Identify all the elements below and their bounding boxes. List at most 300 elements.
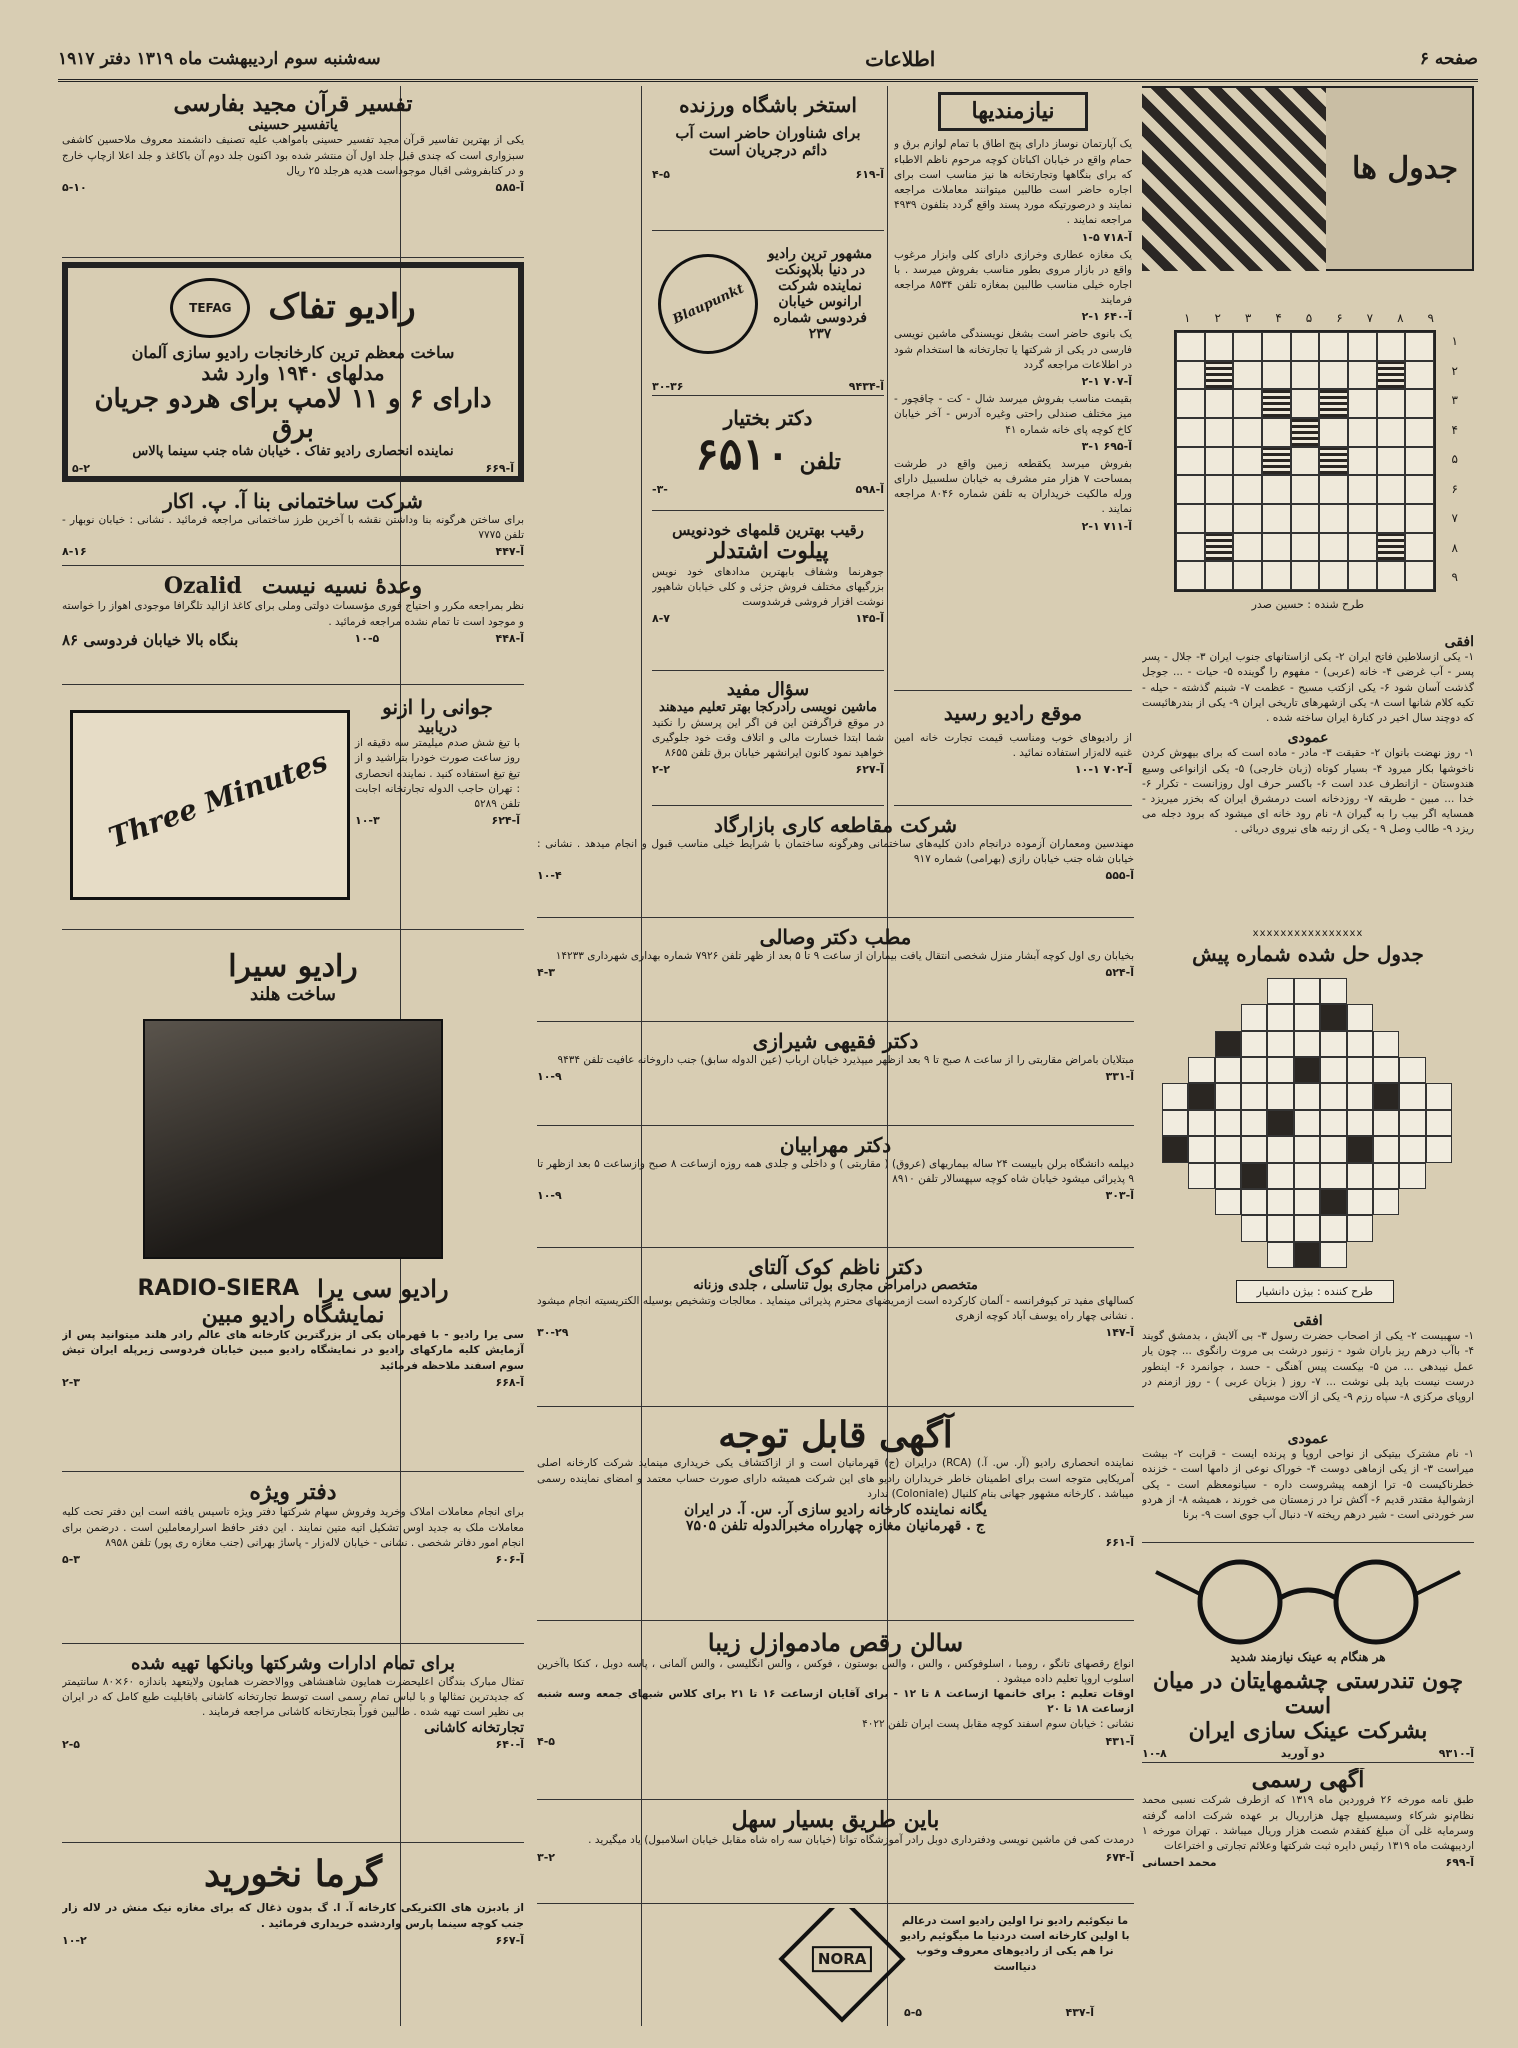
- ref-left: ۵-۲: [72, 462, 90, 476]
- newspaper-page: [58, 38, 1478, 2028]
- grid-cell: [1176, 389, 1205, 418]
- question-body: در موقع فراگرفتن این فن اگر این پرسش را نکنید شما ابتدا خسارت مالی و اتلاف وقت خود جلوگیری خواهید نمود کانون ایرانشهر خیابان برق تلفن ۸۶۵۵: [652, 716, 884, 760]
- eyeglass-line4: دو آورید: [1280, 1746, 1325, 1760]
- solved-grid-cell: [1373, 1110, 1399, 1136]
- solved-grid-cell: [1373, 1136, 1399, 1162]
- three-minutes-brand: Three Minutes: [104, 744, 332, 855]
- solved-grid-cell: [1162, 1083, 1188, 1109]
- sahl-body: درمدت کمی فن ماشین نویسی ودفترداری دوبل رادر آموزشگاه توانا (خیابان سه راه شاه مقابل خیابان اسلامبول) یاد میگیرید .: [588, 1834, 1134, 1847]
- solved-grid-cell: [1241, 1031, 1267, 1057]
- solved-credit: طرح کننده : بیژن دانشیار: [1236, 1280, 1394, 1303]
- solved-grid-cell: [1267, 1110, 1293, 1136]
- ref-right: آ-۱۴۷: [1105, 1326, 1134, 1340]
- tefag-line3: دارای ۶ و ۱۱ لامپ برای هردو جریان برق: [94, 384, 492, 445]
- ref-left: ۲-۲: [652, 763, 670, 777]
- ref-right: آ-۶۴۰: [495, 1738, 524, 1752]
- ref-left: ۱۰-۴: [537, 869, 562, 883]
- grid-cell: [1262, 561, 1291, 590]
- grid-cell: [1291, 447, 1320, 476]
- ref-right: آ-۶۶۸: [495, 1375, 524, 1389]
- solved-grid-cell: [1267, 1083, 1293, 1109]
- grid-cell: [1176, 447, 1205, 476]
- classified-item-5: بفروش میرسد یکقطعه زمین واقع در طرشت بمساحت ۷ هزار متر مشرف به خیابان سلسبیل دارای ورله مالکیت خریداران به تلفن شماره ۸۰۴۶ مراجعه نمایند .: [894, 457, 1132, 516]
- ozalid-title: وعدهٔ نسیه نیست: [261, 573, 423, 599]
- kouk-ad: [537, 1252, 1134, 1407]
- puzzle-row-numbers: ۱ ۲ ۳ ۴ ۵ ۶ ۷ ۸ ۹: [1451, 334, 1458, 584]
- kouk-body: کسالهای مفید تر کیوفرانسه - آلمان کارکرده است ازمریضهای محترم پذیرائی مینماید . معالجات وتشخیص بوسیله الکتریسیته انجام میشود . نشانی چهار راه یوسف آباد کوچه ازهری: [537, 1294, 1134, 1323]
- solved-vertical: [1142, 1431, 1474, 1543]
- grid-cell: [1262, 475, 1291, 504]
- solved-grid-cell: [1188, 1083, 1214, 1109]
- grid-cell: [1291, 361, 1320, 390]
- grid-cell: [1205, 475, 1234, 504]
- solved-grid-cell: [1399, 1136, 1425, 1162]
- radio-season-title: موقع رادیو رسید: [943, 701, 1083, 725]
- ozalid-brand: Ozalid: [163, 573, 242, 599]
- ref-left: ۱۰-۸: [1142, 1746, 1167, 1760]
- grid-cell: [1291, 475, 1320, 504]
- grid-cell: [1377, 504, 1406, 533]
- solved-grid-cell: [1241, 1215, 1267, 1241]
- three-minutes-illustration: [70, 710, 350, 900]
- grid-cell: [1176, 533, 1205, 562]
- ref-left: ۴-۵: [537, 1734, 555, 1748]
- solved-grid-cell: [1241, 1163, 1267, 1189]
- mehrabian-body: دیپلمه دانشگاه برلن بابیست ۲۴ ساله بیماریهای (عروق) ( مقاربتی ) و داخلی و جلدی همه روزه ازساعت ۸ صبح وازساعت ۵ بعد ازظهر تا ۹ پذیرائی میشود خیابان شاه کوچه سپهسالار تلفن ۸۹۱۰: [537, 1158, 1134, 1186]
- solved-grid-cell: [1267, 1215, 1293, 1241]
- solved-grid-cell: [1294, 1110, 1320, 1136]
- radio-siera-line1: نمایشگاه رادیو مبین: [201, 1301, 385, 1328]
- solved-grid-cell: [1267, 1004, 1293, 1030]
- bazargar-ad: [537, 808, 1134, 918]
- masthead: [58, 38, 1478, 82]
- grid-cell: [1319, 361, 1348, 390]
- solved-grid-cell: [1267, 1057, 1293, 1083]
- quran-body: یکی از بهترین تفاسیر قرآن مجید تفسیر حسینی بامواهب علیه تصنیف دانشمند معروف ملاحسین کاشفی سبزواری است که چندی قبل جلد اول آن منتشر شده بود اکنون جلد دوم آن باکاغذ و جلد اعلا ازچاپ خارج و در کتابفروشی اقبال موجوداست هدیه هرجلد ۲۵ ریال: [62, 134, 524, 177]
- grid-cell: [1348, 447, 1377, 476]
- ref-right: آ-۶۲۷: [855, 763, 884, 777]
- grid-cell: [1291, 332, 1320, 361]
- ref-left: ۲-۳: [62, 1375, 80, 1389]
- grid-cell: [1319, 389, 1348, 418]
- col-wide: [533, 808, 1138, 2026]
- grid-cell: [1176, 504, 1205, 533]
- grid-cell: [1348, 361, 1377, 390]
- grid-cell: [1205, 332, 1234, 361]
- solved-grid-cell: [1373, 1057, 1399, 1083]
- grid-cell: [1405, 561, 1434, 590]
- ozalid-ad: [62, 570, 524, 685]
- dance-hours: اوقات تعلیم : برای خانمها ازساعت ۸ تا ۱۲ - برای آقایان ازساعت ۱۶ تا ۲۱ برای کلاس شبهای جمعه وسه شنبه ازساعت ۱۸ تا ۲۰: [537, 1688, 1134, 1716]
- official-title: آگهی رسمی: [1251, 1768, 1365, 1793]
- solved-grid-cell: [1347, 1031, 1373, 1057]
- solved-grid-cell: [1215, 1057, 1241, 1083]
- ref-left: ۴-۳: [537, 966, 555, 980]
- solved-grid-cell: [1267, 1031, 1293, 1057]
- grid-cell: [1205, 533, 1234, 562]
- ref-right: آ-۵۸۵: [495, 181, 524, 195]
- doctor-bakhtiar-ad: [652, 401, 884, 511]
- garma-title: گرما نخورید: [204, 1853, 382, 1895]
- three-minutes-subtitle: دریابید: [417, 718, 458, 736]
- ref-left: ۱۰-۹: [537, 1070, 562, 1084]
- question-ad: [652, 676, 884, 806]
- puzzle-clues: [1142, 634, 1474, 924]
- ref-left: ۱۰-۳: [355, 814, 380, 828]
- solved-grid-cell: [1347, 1189, 1373, 1215]
- grid-cell: [1262, 418, 1291, 447]
- ref-left: ۱۰-۹: [537, 1189, 562, 1203]
- solved-grid-cell: [1426, 1110, 1452, 1136]
- tefag-ad: [62, 262, 524, 482]
- vertical-label: عمودی: [1287, 730, 1329, 747]
- ref-right: آ-۴۳۱: [1105, 1734, 1134, 1748]
- shirazi-ad: [537, 1026, 1134, 1126]
- solved-grid-cell: [1399, 1083, 1425, 1109]
- solved-grid-cell: [1399, 1057, 1425, 1083]
- classified-item-1: یک آپارتمان نوساز دارای پنج اطاق با تمام لوازم برق و حمام واقع در خیابان اکباتان کوچه مرحوم ناظم الاطباء که برای بنگاهها وتجارتخانه ها نیز مناسب است برای اجاره حاضر است طالبین میتوانند معاملات مراجعه نمایند و درصورتیکه مورد پسند واقع گردد بتلفون ۴۹۳۹ مراجعه نمایند .: [894, 138, 1132, 227]
- ref-right: آ-۶۶۹: [485, 462, 514, 476]
- grid-cell: [1405, 418, 1434, 447]
- puzzle-credit: طرح شنده : حسین صدر: [1251, 598, 1364, 611]
- grid-cell: [1405, 389, 1434, 418]
- doctor-title: دکتر بختیار: [723, 406, 813, 430]
- grid-cell: [1262, 533, 1291, 562]
- nora-ad: [537, 1908, 1134, 2023]
- grid-cell: [1405, 533, 1434, 562]
- grid-cell: [1291, 389, 1320, 418]
- offices-body: تمثال مبارک بندگان اعلیحضرت همایون شاهنشاهی ووالاحضرت همایون ولایتعهد باندازه ۶۰×۸۰ سانتیمتر که جدیدترین تمثالها و با لباس تمام رسمی است توسط تجارتخانه کاشانی باقابلیت طبع کامل که در ایران بی نظیر است تهیه شده . طالبین فوراً بتجارتخانه کاشانی مراجعه فرمایند .: [62, 1675, 524, 1719]
- tefag-line4: نماینده انحصاری رادیو تفاک . خیابان شاه جنب سینما پالاس: [132, 444, 454, 460]
- grid-cell: [1233, 533, 1262, 562]
- shirazi-body: مبتلایان بامراض مقاربتی را از ساعت ۸ صبح تا ۹ بعد ازظهر میپذیرد خیابان ارباب (عین الدوله سابق) جنب داروخانه عافیت تلفن ۹۴۳۴: [557, 1054, 1134, 1066]
- solved-grid-cell: [1215, 1083, 1241, 1109]
- solved-grid-cell: [1320, 1110, 1346, 1136]
- ref-left: ۸-۷: [652, 612, 670, 626]
- nora-logo: NORA: [778, 1908, 905, 2023]
- ref: آ-۷۱۱ ۱-۲: [1081, 519, 1132, 533]
- tefag-line2: مدلهای ۱۹۴۰ وارد شد: [201, 361, 385, 386]
- binabar-title: شرکت ساختمانی بنا آ. پ. اکار: [163, 489, 423, 513]
- grid-cell: [1377, 389, 1406, 418]
- solved-grid-cell: [1426, 1136, 1452, 1162]
- solved-grid-cell: [1294, 1136, 1320, 1162]
- solved-grid-cell: [1320, 1031, 1346, 1057]
- horizontal-label: افقی: [1444, 634, 1474, 650]
- radio-season-body: از رادیوهای خوب ومناسب قیمت تجارت خانه امین غنیه لاله‌زار استفاده نمائید .: [894, 732, 1132, 760]
- solved-grid-cell: [1294, 1031, 1320, 1057]
- grid-cell: [1291, 504, 1320, 533]
- puzzle-col-numbers: ۹ ۸ ۷ ۶ ۵ ۴ ۳ ۲ ۱: [1184, 311, 1434, 325]
- solved-grid-cell: [1347, 1057, 1373, 1083]
- solved-grid-cell: [1320, 1189, 1346, 1215]
- ref-right: آ-۴۴۷: [495, 545, 524, 559]
- solved-grid-cell: [1347, 1163, 1373, 1189]
- offices-ad: [62, 1648, 524, 1843]
- daftar-title: دفتر ویژه: [249, 1479, 337, 1505]
- shirazi-title: دکتر فقیهی شیرازی: [752, 1029, 919, 1053]
- solved-grid-cell: [1294, 1215, 1320, 1241]
- offices-shop: تجارتخانه کاشانی: [424, 1720, 524, 1737]
- ref-right: آ-۶۰۶: [495, 1552, 524, 1566]
- radio-siera-ad: [62, 934, 524, 1472]
- official-body: طبق نامه مورخه ۲۶ فروردین ماه ۱۳۱۹ که ازطرف شرکت نسبی محمد نظام‌نو شرکاء وسیمسیلع چهل هزارریال بر عهده شرکت ادامه گرفته وسرمایه غلی آن مبلغ کفقدم شصت هزار وریال میباشد . تهران مورخه ۱ اردیبهشت ماه ۱۳۱۹ رئیس دایره ثبت شرکتها وعلائم تجارتی و اختراعات: [1142, 1794, 1474, 1852]
- eyeglasses-icon: [1148, 1552, 1468, 1647]
- solved-grid-cell: [1241, 1136, 1267, 1162]
- grid-cell: [1205, 561, 1234, 590]
- solved-horizontal-label: افقی: [1293, 1313, 1323, 1329]
- grid-cell: [1176, 418, 1205, 447]
- grid-cell: [1233, 332, 1262, 361]
- grid-cell: [1262, 361, 1291, 390]
- rca-line3: ج . قهرمانیان مغازه چهارراه مخبرالدوله تلفن ۷۵۰۵: [686, 1518, 985, 1535]
- ozalid-body: نظر بمراجعه مکرر و احتیاج فوری مؤسسات دولتی وملی برای کاغذ ازالید تلگرافا موجودی اهواز را خواسته و موجود است تا تمام نشده مراجعه فرمائید .: [62, 600, 524, 628]
- radio-siera-title: رادیو سیرا: [228, 949, 358, 984]
- crossword-grid: [1174, 330, 1436, 592]
- pen-ad: [652, 516, 884, 671]
- solved-grid-cell: [1373, 1189, 1399, 1215]
- grid-cell: [1405, 504, 1434, 533]
- solved-grid-cell: [1267, 1163, 1293, 1189]
- ref-right: آ-۶۶۷: [495, 1933, 524, 1947]
- grid-cell: [1262, 504, 1291, 533]
- grid-cell: [1233, 561, 1262, 590]
- ref-right: آ-۶۷۴: [1105, 1850, 1134, 1864]
- dance-body: انواع رقصهای تانگو ، رومبا ، اسلوفوکس ، والس ، والس بوستون ، فوکس ، والس انگلیسی ، والس آلمانی ، پاسه دوبل ، کنکا باآخرین اسلوب اروپا تعلیم داده میشود .: [537, 1657, 1134, 1685]
- solved-grid-cell: [1373, 1163, 1399, 1189]
- grid-cell: [1205, 504, 1234, 533]
- daftar-body: برای انجام معاملات املاک وخرید وفروش سهام شرکتها دفتر ویژه تاسیس یافته است این دفتر تحت کلیه معاملات ملک به جدید اوس تشکیل اتیه متین نمایند . این دفتر حافظ اسرارمعاملین است . درضمن برای انجام امور دفاتر شخصی . نشانی - خیابان لاله‌زار - پاساژ بهرانی (جنب مغازه ری پور) تلفن ۸۹۵۸: [62, 1506, 524, 1549]
- solved-grid-cell: [1215, 1189, 1241, 1215]
- grid-cell: [1291, 561, 1320, 590]
- vertical-clues: ۱- روز نهضت بانوان ۲- حقیقت ۳- مادر - ماده است که برای بیهوش کردن ناخوشها بکار میرود ۴- بسیار کوتاه (زبان خارجی) ۵- یکی ازانواعی وسیع هندوستان - ازانطرف عدد است ۶- باکسر حرف اول روزانست - تکرار ۶- خدا ... مبین - طریقه ۷- روزدخانه است درمشرق ایران که بخزر میریزد - همسایه اگر بیب را به گیران ۸- نام رود خانه ای میشود که برود دجله می ریزد ۹- طالب وصل ۹ - یکی از رتبه های نیروی دریائی .: [1142, 747, 1474, 836]
- ref-left: ۱۰-۵: [354, 631, 380, 645]
- dance-title: سالن رقص مادموازل زیبا: [707, 1628, 964, 1657]
- phone-label: تلفن: [799, 449, 841, 475]
- grid-cell: [1233, 475, 1262, 504]
- solved-grid-cell: [1241, 1083, 1267, 1109]
- solved-grid-cell: [1320, 1215, 1346, 1241]
- ref-right: آ-۳۳۱: [1105, 1070, 1134, 1084]
- grid-cell: [1377, 361, 1406, 390]
- col-puzzles: [1138, 86, 1478, 2026]
- mehrabian-title: دکتر مهرابیان: [779, 1133, 892, 1157]
- bazargar-body: مهندسین ومعماران آزموده درانجام دادن کلیه‌های ساختمانی وهرگونه ساختمان با شرایط خیلی مناسب قبول و انجام میدهد . نشانی : خیابان شاه جنب خیابان رازی (بهرامی) شماره ۹۱۷: [537, 838, 1134, 866]
- radio-siera-brand-fa: رادیو سی یرا: [317, 1274, 449, 1304]
- solved-grid-cell: [1215, 1136, 1241, 1162]
- pen-title: رقیب بهترین قلمهای خودنویس: [672, 521, 864, 539]
- grid-cell: [1348, 561, 1377, 590]
- paper-name: اطلاعات: [865, 46, 936, 71]
- puzzle-header-art: [1142, 86, 1474, 271]
- grid-cell: [1348, 332, 1377, 361]
- daftar-ad: [62, 1476, 524, 1644]
- radio-siera-brand: RADIO-SIERA: [137, 1276, 300, 1302]
- solved-grid-cell: [1373, 1083, 1399, 1109]
- solved-grid-cell: [1399, 1163, 1425, 1189]
- classified-item-4: بقیمت مناسب بفروش میرسد شال - کت - چاقچور - میز مختلف صندلی راحتی وغیره آدرس - آخر خیابان کاخ کوچه پای خانه شماره ۴۱: [894, 393, 1132, 436]
- solved-grid-cell: [1373, 1031, 1399, 1057]
- grid-cell: [1205, 447, 1234, 476]
- grid-cell: [1405, 332, 1434, 361]
- solved-grid-cell: [1294, 1004, 1320, 1030]
- rca-body: نماینده انحصاری رادیو (آر. س. آ.) (RCA) درایران (ج) قهرمانیان است و از ازاکتشاف یکی خریداری مینماید شرکت کارخانه اصلی آمریکایی متوجه است برای اطمینان خاطر خریداران رادیو های این شرکت همیشه دارای صورت حساب معتمد و امضای نماینده رسمی میباشد . کارخانه مشهور جهانی بنام کلنیال (Coloniale) ندارد: [537, 1457, 1134, 1500]
- solved-grid-cell: [1267, 1242, 1293, 1268]
- three-minutes-ad: [62, 690, 524, 930]
- kouk-line1: متخصص درامراض مجاری بول تناسلی ، جلدی وزنانه: [693, 1278, 978, 1293]
- solved-grid-cell: [1320, 1057, 1346, 1083]
- eyeglass-line2: چون تندرستی چشمهایتان در میان است: [1152, 1667, 1464, 1720]
- solved-grid-cell: [1188, 1110, 1214, 1136]
- solved-grid-cell: [1267, 1136, 1293, 1162]
- grid-cell: [1176, 332, 1205, 361]
- phone-number: ۶۵۱۰: [695, 429, 790, 480]
- blaupunkt-body: مشهور ترین رادیو در دنیا بلاپونکت نماینده شرکت ارانوس خیابان فردوسی شماره ۲۳۷: [767, 246, 873, 343]
- grid-cell: [1233, 504, 1262, 533]
- solved-grid-cell: [1347, 1004, 1373, 1030]
- ref: آ-۶۴۰ ۱-۲: [1081, 310, 1132, 324]
- divider: xxxxxxxxxxxxxxxx: [1252, 928, 1364, 939]
- grid-cell: [1405, 475, 1434, 504]
- eyeglass-ad: [1142, 1548, 1474, 1763]
- ref-left: ۱۰-۲: [62, 1933, 87, 1947]
- solved-grid-cell: [1399, 1110, 1425, 1136]
- pool-body: برای شناوران حاضر است آب دائم درجریان است: [675, 124, 861, 160]
- grid-cell: [1377, 561, 1406, 590]
- classified-item-2: یک مغازه عطاری وخرازی دارای کلی وابزار مرغوب واقع در بازار مروی بطور مناسب بفروش میرسد . با اجاره خیلی مناسب طالبین بمغازه تلفن ۸۵۳۴ مراجعه فرمایند: [894, 248, 1132, 307]
- sahl-title: باین طریق بسیار سهل: [731, 1807, 940, 1833]
- binabar-ad: [62, 486, 524, 566]
- ref-left: -۳-: [652, 482, 668, 496]
- solved-horizontal-clues: ۱- سهبیست ۲- یکی از اصحاب حضرت رسول ۳- بی آلایش ، بدمشق گویند ۴- باآب درهم ریز باران شود - زنبور درشت بی مروت رانگوی ... چون یار عمل نیبدهی ... من ۵- بیکست پیس آهنگی - حسد ، جوانمرد ۶- اینطور درست نیست باید بلی نوشت ... ۷- روز ( بزبان عربی ) - روز ازمنم در اروپای مرکزی ۸- سپاه رزم ۹- یکی از آلات موسیقی: [1142, 1330, 1474, 1403]
- grid-cell: [1405, 361, 1434, 390]
- blaupunkt-ad: [652, 236, 884, 396]
- kouk-title: دکتر ناظم کوک آلتای: [748, 1255, 923, 1279]
- ref-right: آ-۹۳۱۰: [1438, 1746, 1474, 1760]
- ref-right: آ-۵۹۸: [855, 482, 884, 496]
- solved-grid-cell: [1294, 1057, 1320, 1083]
- solved-grid-cell: [1294, 1163, 1320, 1189]
- grid-cell: [1377, 418, 1406, 447]
- page-label: صفحه ۶: [1419, 48, 1478, 69]
- tefag-line1: ساخت معظم ترین کارخانجات رادیو سازی آلمان: [131, 343, 455, 362]
- grid-cell: [1233, 418, 1262, 447]
- grid-cell: [1319, 447, 1348, 476]
- grid-cell: [1377, 332, 1406, 361]
- ref-left: ۸-۱۶: [62, 545, 87, 559]
- solved-puzzle: [1142, 928, 1474, 1428]
- solved-grid-cell: [1241, 1189, 1267, 1215]
- grid-cell: [1377, 475, 1406, 504]
- solved-grid-cell: [1267, 978, 1293, 1004]
- solved-title: جدول حل شده شماره پیش: [1192, 942, 1424, 966]
- grid-cell: [1205, 418, 1234, 447]
- eyeglass-line1: هر هنگام به عینک نیازمند شدید: [1230, 1650, 1386, 1664]
- solved-grid-cell: [1241, 1057, 1267, 1083]
- eyeglass-line3: بشرکت عینک سازی ایران: [1188, 1718, 1428, 1745]
- grid-cell: [1262, 332, 1291, 361]
- solved-grid-cell: [1294, 1189, 1320, 1215]
- solved-vertical-label: عمودی: [1287, 1431, 1329, 1447]
- puzzle-block: [1142, 86, 1474, 631]
- grid-cell: [1319, 533, 1348, 562]
- solved-grid-cell: [1320, 1163, 1346, 1189]
- quran-subtitle: یاتفسیر حسینی: [248, 117, 338, 134]
- three-minutes-body: با تیغ شش صدم میلیمتر سه دقیقه از روز ساعت صورت خودرا بتراشید و از تیغ تیغ استفاده کنید . نماینده انحصاری : تهران حاجب الدوله تجارتخانه اجابت تلفن ۵۲۸۹: [355, 737, 520, 811]
- horizontal-clues: ۱- یکی ازسلاطین فاتح ایران ۲- یکی ازاستانهای جنوب ایران ۳- جلال - پسر پسر - آب غرضی ۴- خانه (عربی) - مفهوم را گوینده ۵- حیات - ... جوجل گذشت آسان شود ۶- یکی ازکتب مسیح - عظمت ۷- شبنم گذشته - حیله - تکیه کلام شانها است ۸- یکی ازشهرهای تاریخی ایران ۹- یکی از بندرهائیست که دوچند سال اخیر در کنارهٔ ایران ساخته شده .: [1142, 651, 1474, 724]
- ref-left: ۳۰-۲۹: [537, 1326, 569, 1340]
- pen-body: جوهرنما وشفاف بابهترین مدادهای خود نویس بزرگیهای مختلف فروش جزئی و کلی خیابان شاهپور نوشت افزار فروشی فرشدوست: [652, 565, 884, 608]
- solved-grid-cell: [1347, 1083, 1373, 1109]
- pool-title: استخر باشگاه ورزنده: [679, 93, 857, 117]
- three-minutes-title: جوانی را ازنو: [382, 695, 493, 719]
- sahl-ad: [537, 1804, 1134, 1904]
- grid-cell: [1233, 447, 1262, 476]
- bazargar-title: شرکت مقاطعه کاری بازارگاد: [713, 813, 958, 837]
- ref: آ-۷۰۲ ۱-۱۰: [1074, 763, 1132, 777]
- solved-vertical-clues: ۱- نام مشترک بیتیکی از نواحی اروپا و پرنده ایست - قرابت ۲- بیشت میراست ۳- از یکی ازماهی دوست ۴- خوراک نوعی از دامها است - خزنده خطرناکیست ۵- ترا ازهمه پیشروست داره - سیانومعظم است - یکی ازشوالیهٔ مقتدر قدیم ۶- آکش ترا در زمستان می خورند ، همیشه ۸- از هردو سر خوردنی است - شیر درهم ریخته ۷- دنبال آب جوی است ۹- برنا: [1142, 1448, 1474, 1521]
- solved-grid: [1162, 978, 1452, 1268]
- grid-cell: [1377, 447, 1406, 476]
- rca-title: آگهی قابل توجه: [718, 1414, 953, 1456]
- official-signature: محمد احسانی: [1142, 1856, 1217, 1870]
- grid-cell: [1291, 533, 1320, 562]
- grid-cell: [1348, 389, 1377, 418]
- grid-cell: [1291, 418, 1320, 447]
- tefag-logo: TEFAG: [170, 278, 250, 338]
- solved-grid-cell: [1188, 1057, 1214, 1083]
- dance-address: نشانی : خیابان سوم اسفند کوچه مقابل پست ایران تلفن ۴۰۲۲: [862, 1718, 1134, 1731]
- mehrabian-ad: [537, 1130, 1134, 1248]
- solved-grid-cell: [1320, 1083, 1346, 1109]
- ref: آ-۷۱۸ ۵-۱: [1081, 230, 1132, 244]
- grid-cell: [1348, 504, 1377, 533]
- ref-left: ۵-۳: [62, 1552, 80, 1566]
- solved-grid-cell: [1267, 1189, 1293, 1215]
- radio-season-ad: [894, 696, 1132, 806]
- grid-cell: [1319, 475, 1348, 504]
- vesali-ad: [537, 922, 1134, 1022]
- grid-cell: [1319, 418, 1348, 447]
- grid-cell: [1319, 504, 1348, 533]
- quran-title: تفسیر قرآن مجید بفارسی: [173, 91, 413, 117]
- grid-cell: [1205, 389, 1234, 418]
- solved-grid-cell: [1294, 1083, 1320, 1109]
- ref-right: آ-۵۵۵: [1105, 869, 1134, 883]
- classifieds-title: نیازمندیها: [938, 92, 1088, 131]
- grid-cell: [1319, 332, 1348, 361]
- question-title: سؤال مفید: [726, 679, 810, 700]
- pool-ad: [652, 86, 884, 231]
- grid-cell: [1233, 361, 1262, 390]
- rca-ad: [537, 1411, 1134, 1621]
- nora-body: ما نیکوئیم رادیو نرا اولین رادیو است درعالم با اولین کارخانه است دردنیا ما میگوئیم رادیو نرا هم یکی از رادیوهای معروف وخوب دنیااست: [900, 1915, 1130, 1973]
- ozalid-address: بنگاه بالا خیابان فردوسی ۸۶: [62, 630, 239, 649]
- vesali-title: مطب دکتر وصالی: [759, 925, 912, 949]
- ref-right: آ-۵۲۴: [1105, 966, 1134, 980]
- ref-left: ۴-۵: [652, 167, 670, 181]
- solved-grid-cell: [1215, 1110, 1241, 1136]
- ref-right: آ-۶۶۱: [1105, 1536, 1134, 1550]
- solved-grid-cell: [1426, 1083, 1452, 1109]
- blaupunkt-logo: Blaupunkt: [658, 254, 758, 354]
- solved-grid-cell: [1320, 1004, 1346, 1030]
- tefag-title: رادیو تفاک: [268, 287, 416, 328]
- ref-left: ۲-۵: [62, 1738, 80, 1752]
- grid-cell: [1377, 533, 1406, 562]
- ref-right: آ-۶۱۹: [855, 167, 884, 181]
- solved-grid-cell: [1347, 1215, 1373, 1241]
